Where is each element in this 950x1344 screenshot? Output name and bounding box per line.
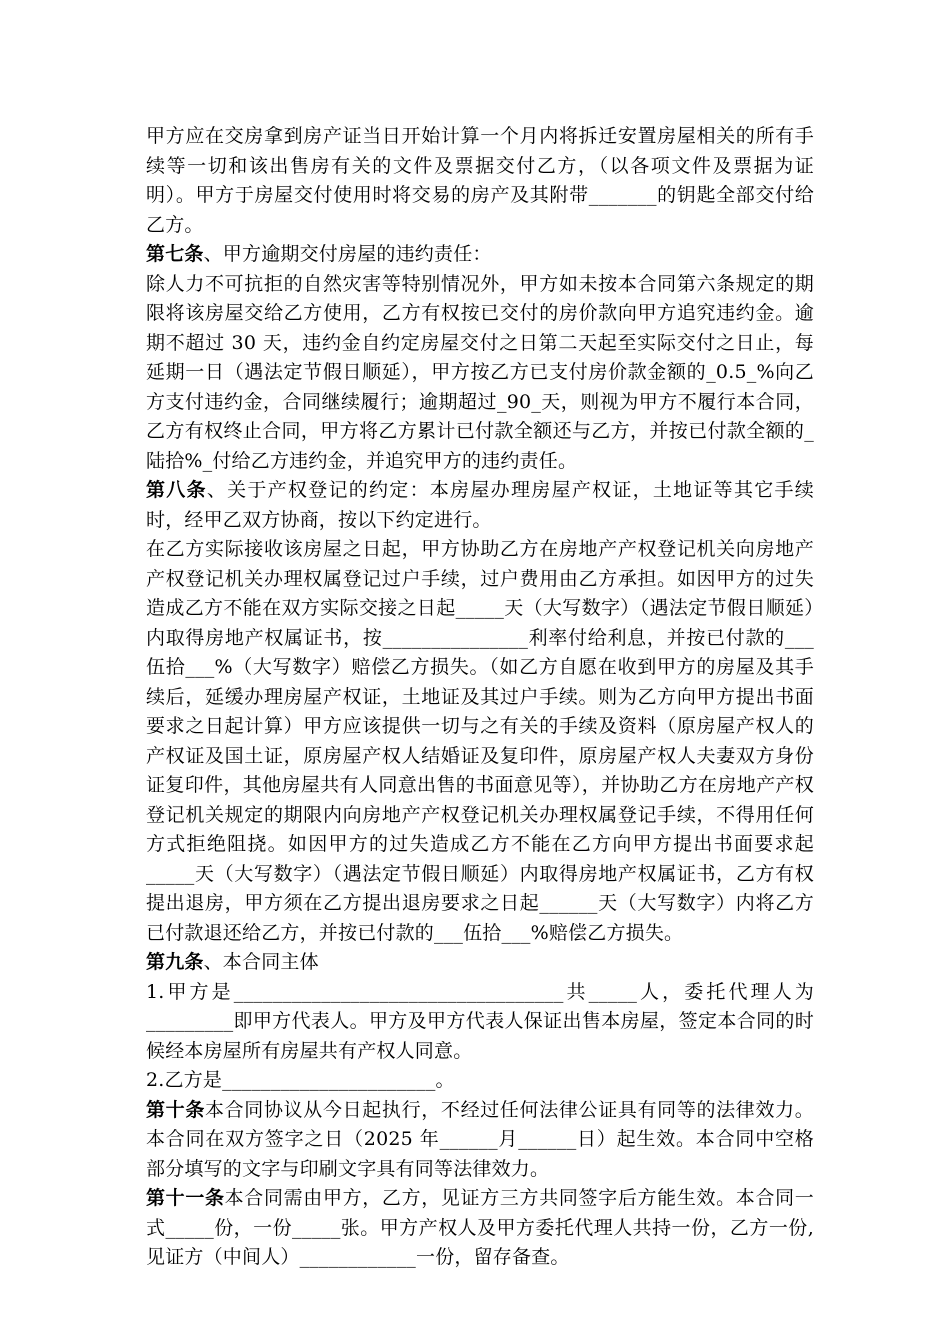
article-10 <box>146 1096 814 1185</box>
article-number: 第九条 <box>146 951 204 973</box>
article-number: 第八条 <box>146 479 207 501</box>
article-8-heading <box>146 476 814 535</box>
article-title: 、甲方逾期交付房屋的违约责任： <box>203 243 492 265</box>
paragraph-text: 1.甲方是__________________________________共_____人，委托代理人为_________即甲方代表人。甲方及甲方代表人保证出售本房屋，签定本合同的时候经本房屋所有房屋共有产权人同意。 <box>146 980 814 1062</box>
paragraph-text: 甲方应在交房拿到房产证当日开始计算一个月内将拆迁安置房屋相关的所有手续等一切和该出售房有关的文件及票据交付乙方，（以各项文件及票据为证明）。甲方于房屋交付使用时将交易的房产及其附带_______的钥匙全部交付给乙方。 <box>146 125 814 236</box>
paragraph-delivery-documents <box>146 122 814 240</box>
article-11 <box>146 1184 814 1273</box>
paragraph-title-registration <box>146 535 814 948</box>
article-title: 、关于产权登记的约定：本房屋办理房屋产权证，土地证等其它手续时，经甲乙双方协商，按以下约定进行。 <box>146 479 814 531</box>
article-number: 第十条 <box>146 1098 205 1121</box>
article-text: 本合同需由甲方，乙方，见证方三方共同签字后方能生效。本合同一式_____份，一份_____张。甲方产权人及甲方委托代理人共持一份，乙方一份,见证方（中间人）____________一份，留存备查。 <box>146 1187 814 1268</box>
document-page <box>146 122 814 1273</box>
article-number: 第七条 <box>146 243 204 265</box>
paragraph-party-b <box>146 1066 814 1096</box>
article-9-heading <box>146 948 814 978</box>
article-title: 、本合同主体 <box>203 951 319 973</box>
paragraph-text: 除人力不可抗拒的自然灾害等特别情况外，甲方如未按本合同第六条规定的期限将该房屋交给乙方使用，乙方有权按已交付的房价款向甲方追究违约金。逾期不超过 30 天，违约金自约定房屋交付之日第二天起至实际交付之日止，每延期一日（遇法定节假日顺延），甲方按乙方已支付房价款金额的_0.5_%向乙方支付违约金，合同继续履行；逾期超过_90_天，则视为甲方不履行本合同，乙方有权终止合同，甲方将乙方累计已付款全额还与乙方，并按已付款全额的_陆拾%_付给乙方违约金，并追究甲方的违约责任。 <box>146 272 814 472</box>
article-text: 本合同协议从今日起执行，不经过任何法律公证具有同等的法律效力。本合同在双方签字之日（2025 年______月______日）起生效。本合同中空格部分填写的文字与印刷文字具有同等法律效力。 <box>146 1098 814 1180</box>
paragraph-late-delivery <box>146 270 814 477</box>
paragraph-party-a <box>146 978 814 1067</box>
paragraph-text: 2.乙方是______________________。 <box>146 1069 455 1091</box>
article-7-heading <box>146 240 814 270</box>
paragraph-text: 在乙方实际接收该房屋之日起，甲方协助乙方在房地产产权登记机关向房地产产权登记机关办理权属登记过户手续，过户费用由乙方承担。如因甲方的过失造成乙方不能在双方实际交接之日起_____天（大写数字）（遇法定节假日顺延）内取得房地产权属证书，按_______________利率付给利息，并按已付款的___伍拾___%（大写数字）赔偿乙方损失。（如乙方自愿在收到甲方的房屋及其手续后，延缓办理房屋产权证，土地证及其过户手续。则为乙方向甲方提出书面要求之日起计算）甲方应该提供一切与之有关的手续及资料（原房屋产权人的产权证及国土证，原房屋产权人结婚证及复印件，原房屋产权人夫妻双方身份证复印件，其他房屋共有人同意出售的书面意见等），并协助乙方在房地产产权登记机关规定的期限内向房地产产权登记机关办理权属登记手续，不得用任何方式拒绝阻挠。如因甲方的过失造成乙方不能在乙方向甲方提出书面要求起_____天（大写数字）（遇法定节假日顺延）内取得房地产权属证书，乙方有权提出退房，甲方须在乙方提出退房要求之日起______天（大写数字）内将乙方已付款退还给乙方，并按已付款的___伍拾___%赔偿乙方损失。 <box>146 538 814 944</box>
article-number: 第十一条 <box>146 1187 225 1209</box>
